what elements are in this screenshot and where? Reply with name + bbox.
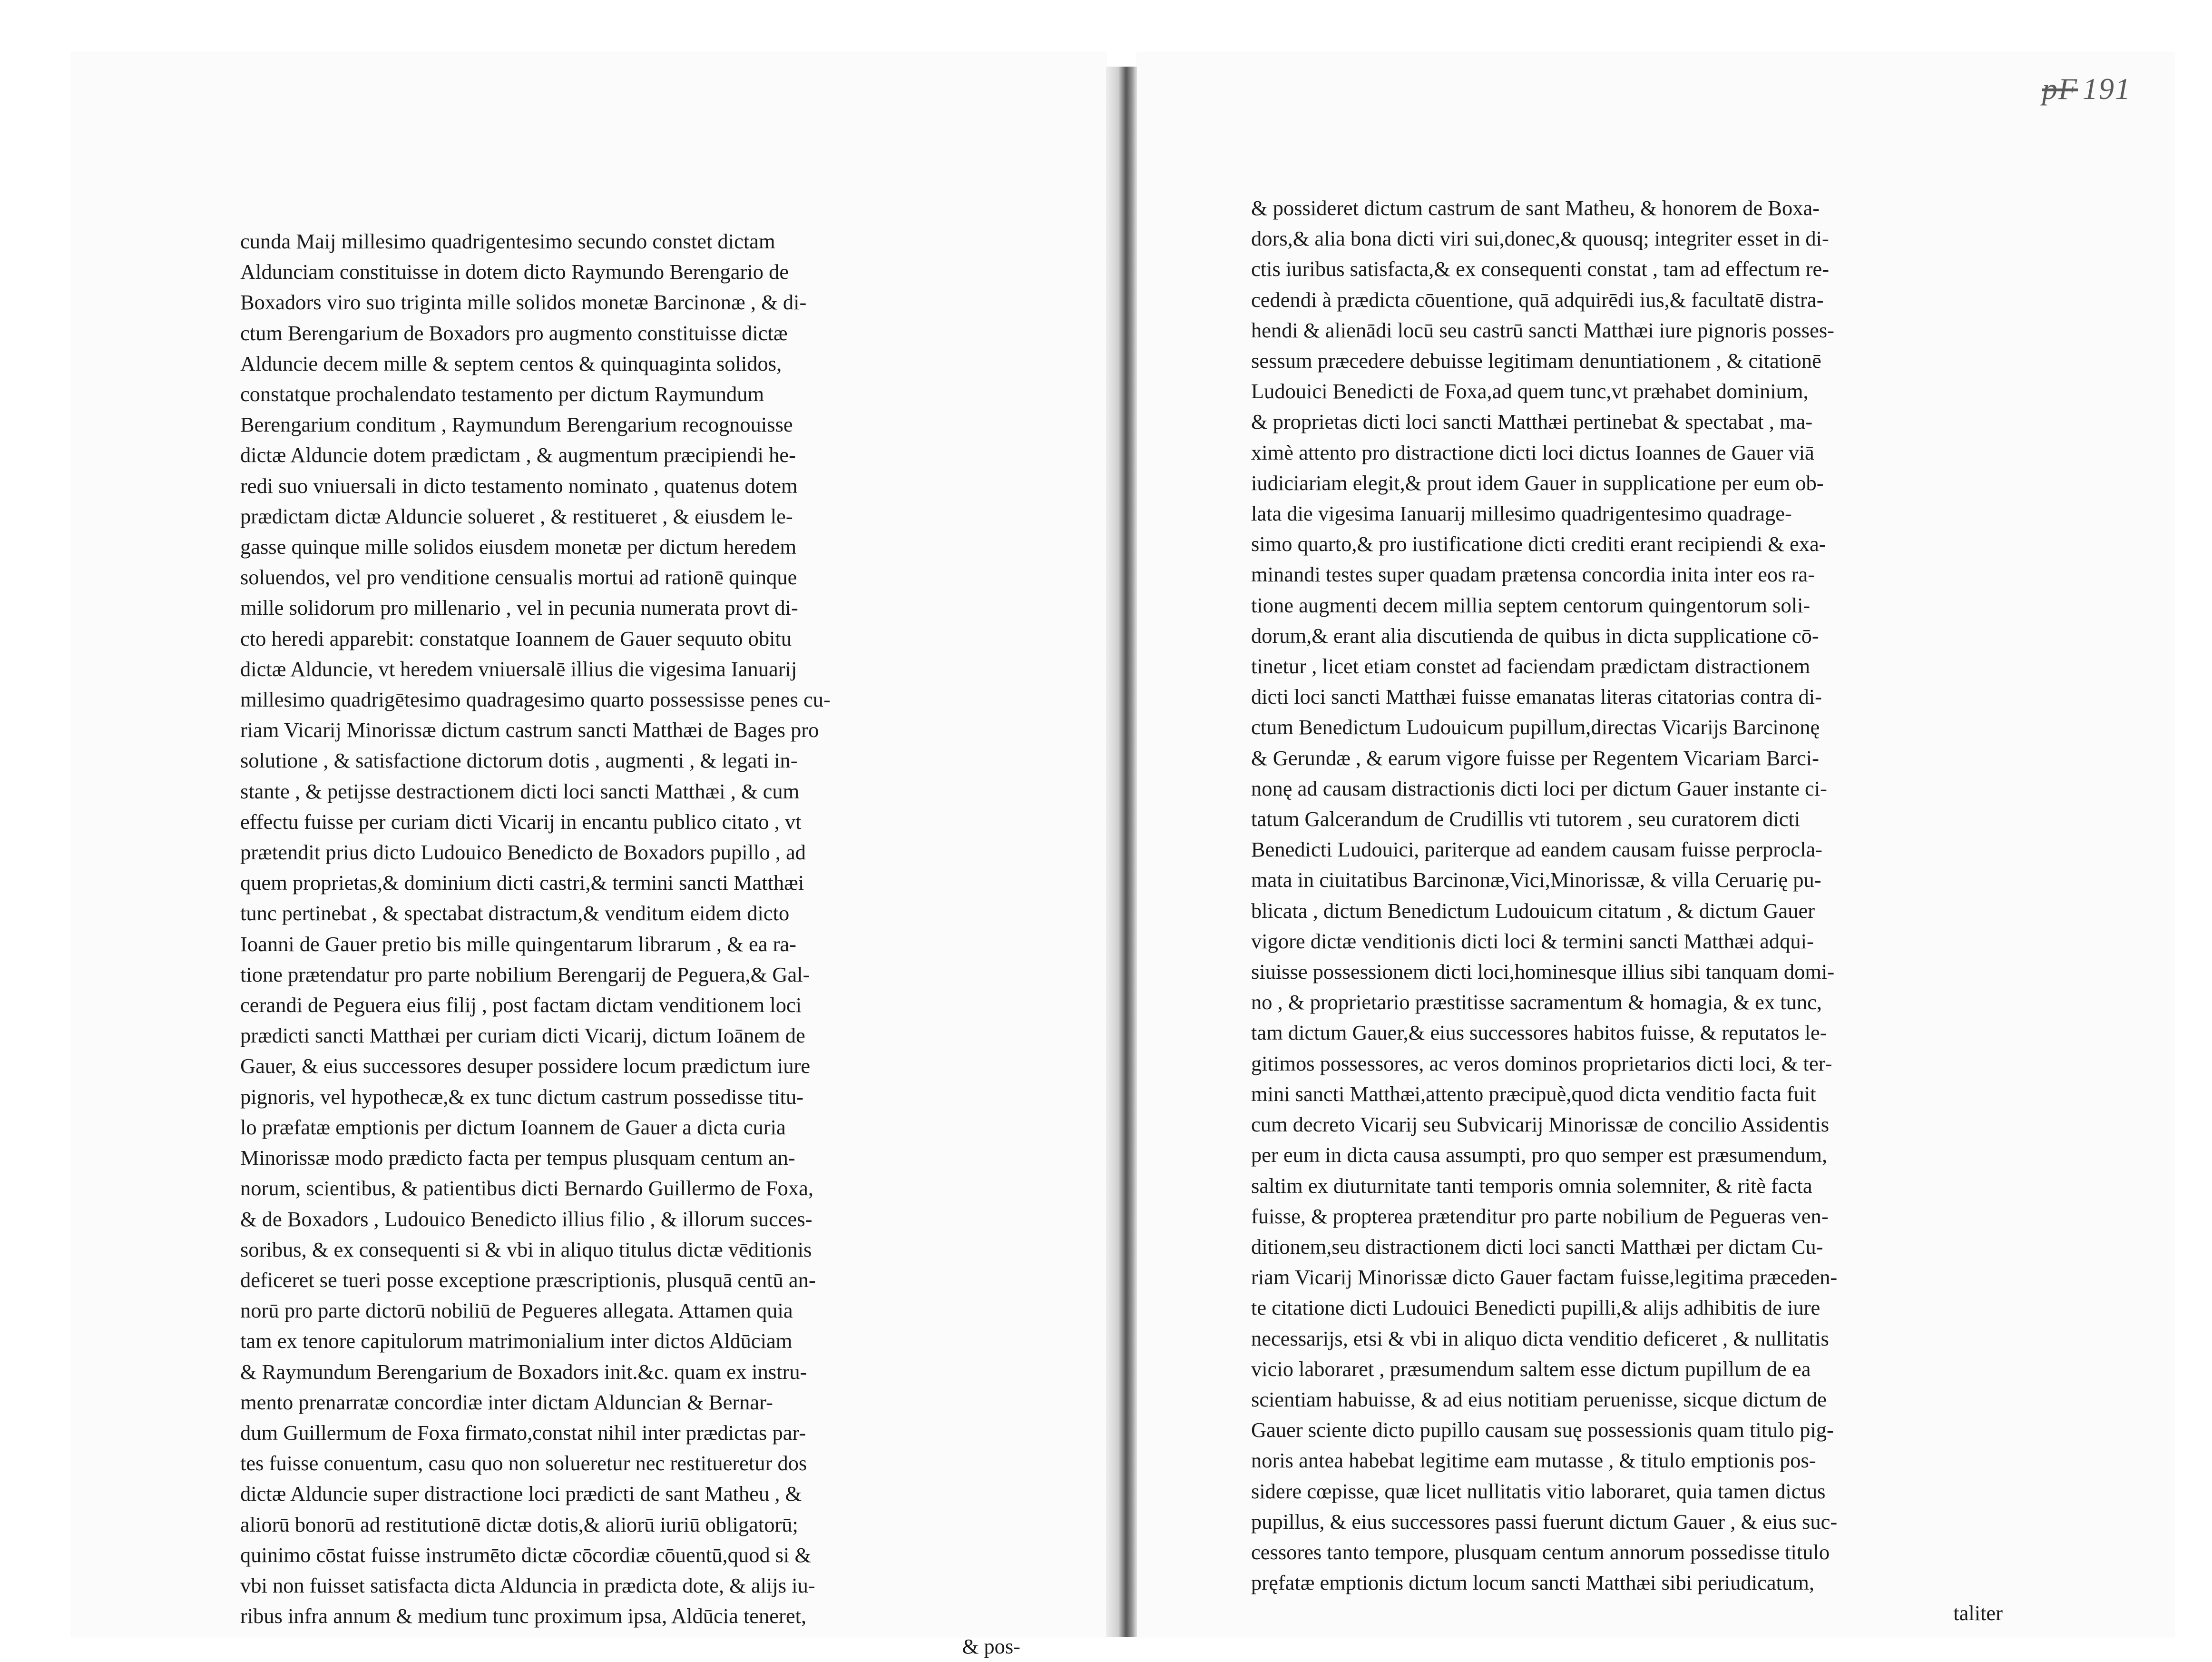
text-line: vbi non fuisset satisfacta dicta Alduncia in prædicta dote, & alijs iu-	[240, 1573, 815, 1597]
text-line: nonę ad causam distractionis dicti loci per dictum Gauer instante ci-	[1251, 776, 1827, 800]
text-line: constatque prochalendato testamento per dictum Raymundum	[240, 382, 764, 406]
text-line: sidere cœpisse, quæ licet nullitatis vitio laboraret, quia tamen dictus	[1251, 1479, 1826, 1503]
text-line: mille solidorum pro millenario , vel in pecunia numerata provt di-	[240, 596, 798, 620]
left-page	[71, 52, 1106, 1659]
text-line: minandi testes super quadam prætensa concordia inita inter eos ra-	[1251, 562, 1815, 587]
text-line: gitimos possessores, ac veros dominos proprietarios dicti loci, & ter-	[1251, 1051, 1832, 1075]
right-text-block	[1251, 193, 2003, 1629]
text-line: aliorū bonorū ad restitutionē dictæ dotis,& aliorū iuriū obligatorū;	[240, 1512, 798, 1536]
text-line: tinetur , licet etiam constet ad faciendam prædictam distractionem	[1251, 654, 1811, 679]
text-line: cerandi de Peguera eius filij , post factam dictam venditionem loci	[240, 993, 802, 1017]
text-line: ximè attento pro distractione dicti loci dictus Ioannes de Gauer viā	[1251, 440, 1814, 464]
text-line: cessores tanto tempore, plusquam centum annorum possedisse titulo	[1251, 1540, 1830, 1564]
text-line: siuisse possessionem dicti loci,hominesque illius sibi tanquam domi-	[1251, 960, 1835, 984]
text-line: prædicti sancti Matthæi per curiam dicti Vicarij, dictum Ioānem de	[240, 1023, 805, 1048]
text-line: vicio laboraret , præsumendum saltem esse dictum pupillum de ea	[1251, 1357, 1811, 1381]
text-line: soluendos, vel pro venditione censualis mortui ad rationē quinque	[240, 565, 797, 590]
text-line: noris antea habebat legitime eam mutasse , & titulo emptionis pos-	[1251, 1448, 1816, 1473]
catchword: & pos-	[962, 1634, 1020, 1659]
catchword: taliter	[1953, 1601, 2003, 1625]
text-line: soribus, & ex consequenti si & vbi in aliquo titulus dictæ vēditionis	[240, 1237, 812, 1261]
text-line: dicti loci sancti Matthæi fuisse emanatas literas citatorias contra di-	[1251, 685, 1822, 709]
text-line: Minorissæ modo prædicto facta per tempus plusquam centum an-	[240, 1146, 795, 1170]
text-line: Gauer, & eius successores desuper possidere locum prædictum iure	[240, 1054, 811, 1078]
text-line: iudiciariam elegit,& prout idem Gauer in supplicatione per eum ob-	[1251, 471, 1824, 495]
text-line: stante , & petijsse destractionem dicti loci sancti Matthæi , & cum	[240, 779, 800, 803]
text-line: Aldunciam constituisse in dotem dicto Raymundo Berengario de	[240, 260, 789, 284]
text-line: pignoris, vel hypothecæ,& ex tunc dictum castrum possedisse titu-	[240, 1084, 804, 1109]
text-line: ctis iuribus satisfacta,& ex consequenti constat , tam ad effectum re-	[1251, 257, 1830, 281]
text-line: millesimo quadrigētesimo quadragesimo quarto possessisse penes cu-	[240, 688, 831, 712]
text-line: tione augmenti decem millia septem centorum quingentorum soli-	[1251, 593, 1811, 617]
text-line: tam ex tenore capitulorum matrimonialium inter dictos Aldūciam	[240, 1329, 793, 1353]
text-line: cto heredi apparebit: constatque Ioannem de Gauer sequuto obitu	[240, 626, 792, 650]
text-line: Benedicti Ludouici, pariterque ad eandem causam fuisse perprocla-	[1251, 837, 1823, 862]
text-line: tam dictum Gauer,& eius successores habitos fuisse, & reputatos le-	[1251, 1021, 1827, 1045]
text-line: & Gerundæ , & earum vigore fuisse per Regentem Vicariam Barci-	[1251, 746, 1819, 770]
text-line: Ludouici Benedicti de Foxa,ad quem tunc,vt præhabet dominium,	[1251, 379, 1809, 403]
text-line: dictæ Alduncie, vt heredem vniuersalē illius die vigesima Ianuarij	[240, 657, 797, 681]
text-line: prætendit prius dicto Ludouico Benedicto de Boxadors pupillo , ad	[240, 840, 806, 865]
text-line: Alduncie decem mille & septem centos & quinquaginta solidos,	[240, 351, 782, 375]
text-line: sessum præcedere debuisse legitimam denuntiationem , & citationē	[1251, 349, 1821, 373]
text-line: dictæ Alduncie super distractione loci prædicti de sant Matheu , &	[240, 1482, 802, 1506]
text-line: no , & proprietario præstitisse sacramentum & homagia, & ex tunc,	[1251, 990, 1822, 1014]
folio-struck-number: pF	[2042, 72, 2078, 106]
text-line: fuisse, & propterea prætenditur pro parte nobilium de Pegueras ven-	[1251, 1204, 1829, 1228]
text-line: vigore dictæ venditionis dicti loci & termini sancti Matthæi adqui-	[1251, 929, 1814, 953]
text-line: Berengarium conditum , Raymundum Berengarium recognouisse	[240, 413, 793, 437]
text-line: mento prenarratæ concordiæ inter dictam Alduncian & Bernar-	[240, 1390, 773, 1414]
text-line: dum Guillermum de Foxa firmato,constat nihil inter prædictas par-	[240, 1420, 806, 1445]
text-line: per eum in dicta causa assumpti, pro quo semper est præsumendum,	[1251, 1143, 1828, 1167]
text-line: pupillus, & eius successores passi fuerunt dictum Gauer , & eius suc-	[1251, 1509, 1838, 1534]
text-line: saltim ex diuturnitate tanti temporis omnia solemniter, & ritè facta	[1251, 1173, 1812, 1198]
text-line: redi suo vniuersali in dicto testamento nominato , quatenus dotem	[240, 473, 798, 498]
text-line: tione prætendatur pro parte nobilium Berengarij de Peguera,& Gal-	[240, 962, 810, 986]
text-line: & possideret dictum castrum de sant Matheu, & honorem de Boxa-	[1251, 196, 1820, 220]
text-line: quem proprietas,& dominium dicti castri,& termini sancti Matthæi	[240, 871, 804, 895]
text-line: riam Vicarij Minorissæ dictum castrum sancti Matthæi de Bages pro	[240, 718, 819, 742]
text-line: hendi & alienādi locū seu castrū sancti Matthæi iure pignoris posses-	[1251, 318, 1834, 342]
text-line: norū pro parte dictorū nobiliū de Pegueres allegata. Attamen quia	[240, 1298, 793, 1323]
book-gutter	[1106, 67, 1137, 1637]
text-line: tunc pertinebat , & spectabat distractum,& venditum eidem dicto	[240, 901, 790, 925]
folio-number	[2042, 71, 2131, 107]
text-line: deficeret se tueri posse exceptione præscriptionis, plusquā centū an-	[240, 1268, 816, 1292]
text-line: ctum Benedictum Ludouicum pupillum,directas Vicarijs Barcinonę	[1251, 715, 1820, 739]
left-text-block	[240, 226, 1020, 1662]
text-line: cunda Maij millesimo quadrigentesimo secundo constet dictam	[240, 229, 775, 253]
text-line: ctum Berengarium de Boxadors pro augmento constituisse dictæ	[240, 321, 788, 345]
text-line: & proprietas dicti loci sancti Matthæi pertinebat & spectabat , ma-	[1251, 410, 1813, 434]
text-line: pręfatæ emptionis dictum locum sancti Matthæi sibi periudicatum,	[1251, 1571, 1814, 1595]
text-line: tatum Galcerandum de Crudillis vti tutorem , seu curatorem dicti	[1251, 807, 1801, 831]
text-line: dors,& alia bona dicti viri sui,donec,& quousq; integriter esset in di-	[1251, 226, 1829, 251]
text-line: & Raymundum Berengarium de Boxadors init.&c. quam ex instru-	[240, 1359, 807, 1384]
text-line: dictæ Alduncie dotem prædictam , & augmentum præcipiendi he-	[240, 443, 796, 467]
text-line: ditionem,seu distractionem dicti loci sancti Matthæi per dictam Cu-	[1251, 1234, 1823, 1259]
text-line: necessarijs, etsi & vbi in aliquo dicta venditio deficeret , & nullitatis	[1251, 1326, 1829, 1350]
text-line: Boxadors viro suo triginta mille solidos monetæ Barcinonæ , & di-	[240, 290, 807, 315]
text-line: prædictam dictæ Alduncie solueret , & restitueret , & eiusdem le-	[240, 504, 793, 528]
text-line: simo quarto,& pro iustificatione dicti crediti erant recipiendi & exa-	[1251, 532, 1826, 556]
text-line: tes fuisse conuentum, casu quo non solueretur nec restitueretur dos	[240, 1451, 807, 1475]
text-line: ribus infra annum & medium tunc proximum ipsa, Aldūcia teneret,	[240, 1604, 807, 1628]
text-line: scientiam habuisse, & ad eius notitiam peruenisse, sicque dictum de	[1251, 1387, 1827, 1411]
text-line: lo præfatæ emptionis per dictum Ioannem de Gauer a dicta curia	[240, 1115, 786, 1139]
text-line: quinimo cōstat fuisse instrumēto dictæ cōcordiæ cōuentū,quod si &	[240, 1543, 812, 1567]
text-line: riam Vicarij Minorissæ dicto Gauer factam fuisse,legitima præceden-	[1251, 1265, 1838, 1289]
text-line: effectu fuisse per curiam dicti Vicarij in encantu publico citato , vt	[240, 809, 802, 834]
folio-current-number: 191	[2083, 72, 2131, 106]
text-line: te citatione dicti Ludouici Benedicti pupilli,& alijs adhibitis de iure	[1251, 1296, 1820, 1320]
text-line: gasse quinque mille solidos eiusdem monetæ per dictum heredem	[240, 535, 797, 559]
text-line: Gauer sciente dicto pupillo causam suę possessionis quam titulo pig-	[1251, 1418, 1834, 1442]
text-line: dorum,& erant alia discutienda de quibus in dicta supplicatione cō-	[1251, 623, 1819, 648]
text-line: solutione , & satisfactione dictorum dotis , augmenti , & legati in-	[240, 748, 798, 773]
text-line: blicata , dictum Benedictum Ludouicum citatum , & dictum Gauer	[1251, 898, 1815, 923]
text-line: mini sancti Matthæi,attento præcipuè,quod dicta venditio facta fuit	[1251, 1082, 1816, 1106]
text-line: Ioanni de Gauer pretio bis mille quingentarum librarum , & ea ra-	[240, 932, 796, 956]
text-line: lata die vigesima Ianuarij millesimo quadrigentesimo quadrage-	[1251, 502, 1792, 526]
text-line: mata in ciuitatibus Barcinonæ,Vici,Minorissæ, & villa Ceruarię pu-	[1251, 868, 1821, 892]
text-line: cedendi à prædicta cōuentione, quā adquirēdi ius,& facultatē distra-	[1251, 287, 1824, 312]
book-spread	[71, 52, 2174, 1659]
text-line: cum decreto Vicarij seu Subvicarij Minorissæ de concilio Assidentis	[1251, 1112, 1830, 1137]
text-line: & de Boxadors , Ludouico Benedicto illius filio , & illorum succes-	[240, 1207, 812, 1231]
right-page	[1137, 52, 2174, 1637]
text-line: norum, scientibus, & patientibus dicti Bernardo Guillermo de Foxa,	[240, 1176, 813, 1200]
